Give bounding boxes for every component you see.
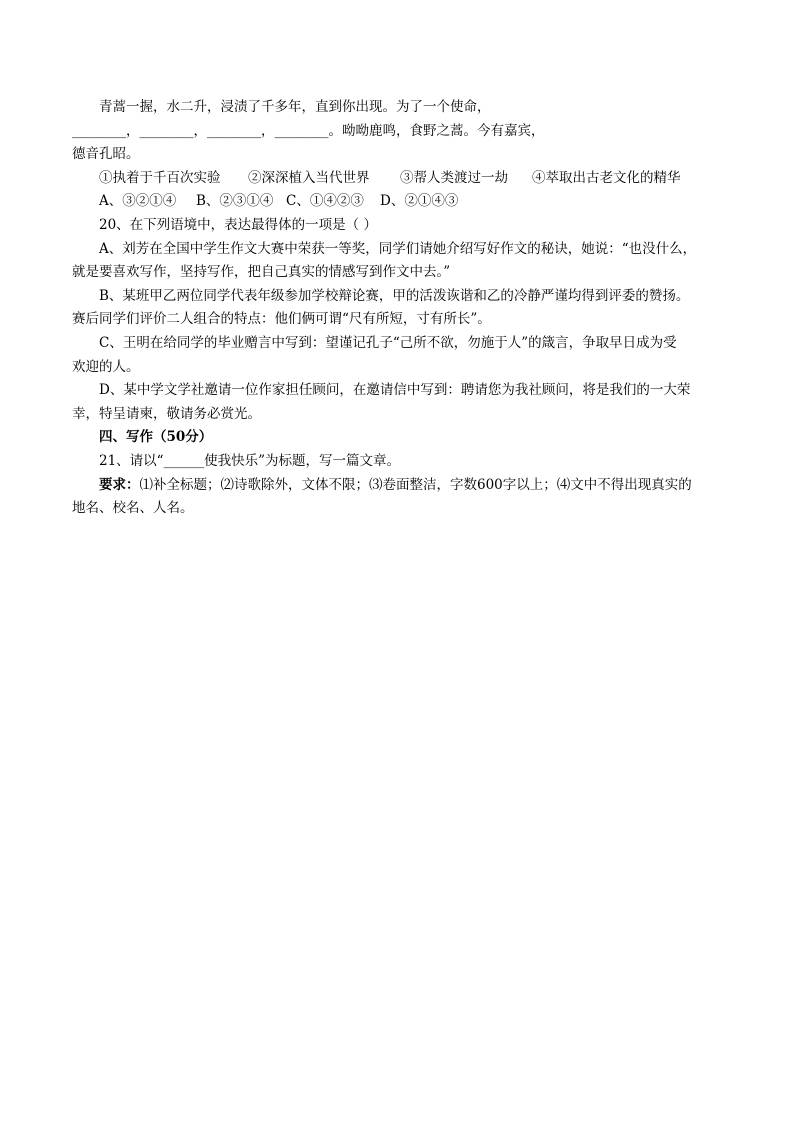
q20-option-b-line-1: B、某班甲乙两位同学代表年级参加学校辩论赛，甲的活泼诙谐和乙的冷静严谨均得到评委的赞扬。	[99, 287, 690, 304]
q21-requirements-label: 要求：	[99, 476, 140, 493]
q19-option-1: ①执着于千百次实验	[99, 169, 221, 186]
q20-option-b-line-2: 赛后同学们评价二人组合的特点：他们俩可谓“尺有所短，寸有所长”。	[72, 311, 491, 328]
q20-option-d-line-1: D、某中学文学社邀请一位作家担任顾问，在邀请信中写到：聘请您为我社顾问，将是我们的一大荣	[99, 382, 691, 399]
q19-option-4: ④萃取出古老文化的精华	[532, 169, 681, 186]
q19-choice-b: B、②③①④	[196, 193, 274, 210]
q19-sentence-options	[72, 167, 724, 191]
q20-option-c-line-2: 欢迎的人。	[72, 358, 140, 375]
q20-option-a-line-1: A、刘芳在全国中学生作文大赛中荣获一等奖，同学们请她介绍写好作文的秘诀，她说：“也没什么，	[99, 240, 697, 257]
q19-option-3: ③帮人类渡过一劫	[400, 169, 508, 186]
q20-stem: 20、在下列语境中，表达最得体的一项是（ ）	[99, 216, 377, 233]
exam-content	[72, 96, 724, 521]
q19-passage-line-1: 青蒿一握，水二升，浸渍了千多年，直到你出现。为了一个使命，	[99, 99, 491, 115]
q19-choice-a: A、③②①④	[99, 193, 177, 210]
q20-option-a-line-2: 就是要喜欢写作，坚持写作，把自己真实的情感写到作文中去。”	[72, 264, 451, 281]
q19-fill-blanks: ________，________，________，________	[72, 122, 329, 139]
q19-passage-line-2-tail: 。呦呦鹿鸣，食野之蒿。今有嘉宾，	[328, 122, 545, 139]
q19-choice-c: C、①④②③	[286, 193, 364, 210]
q21-requirements-line-2: 地名、校名、人名。	[72, 500, 194, 517]
q19-option-2: ②深深植入当代世界	[248, 169, 370, 186]
q19-choice-d: D、②①④③	[380, 193, 459, 210]
q21-stem: 21、请以“______使我快乐”为标题，写一篇文章。	[99, 452, 400, 469]
section-heading-writing: 四、写作（50分）	[99, 429, 213, 446]
q20-option-c-line-1: C、王明在给同学的毕业赠言中写到：望谨记孔子“己所不欲，勿施于人”的箴言，争取早日成为受	[99, 334, 677, 351]
q19-passage-line-2	[72, 120, 724, 144]
q21-requirements-line-1	[72, 474, 724, 498]
q19-answer-choices	[72, 190, 724, 214]
q21-requirements-text: ⑴补全标题；⑵诗歌除外，文体不限；⑶卷面整洁，字数600字以上；⑷文中不得出现真实的	[139, 476, 692, 493]
q20-option-d-line-2: 幸，特呈请柬，敬请务必赏光。	[72, 405, 261, 422]
q19-passage-line-3: 德音孔昭。	[72, 146, 140, 163]
